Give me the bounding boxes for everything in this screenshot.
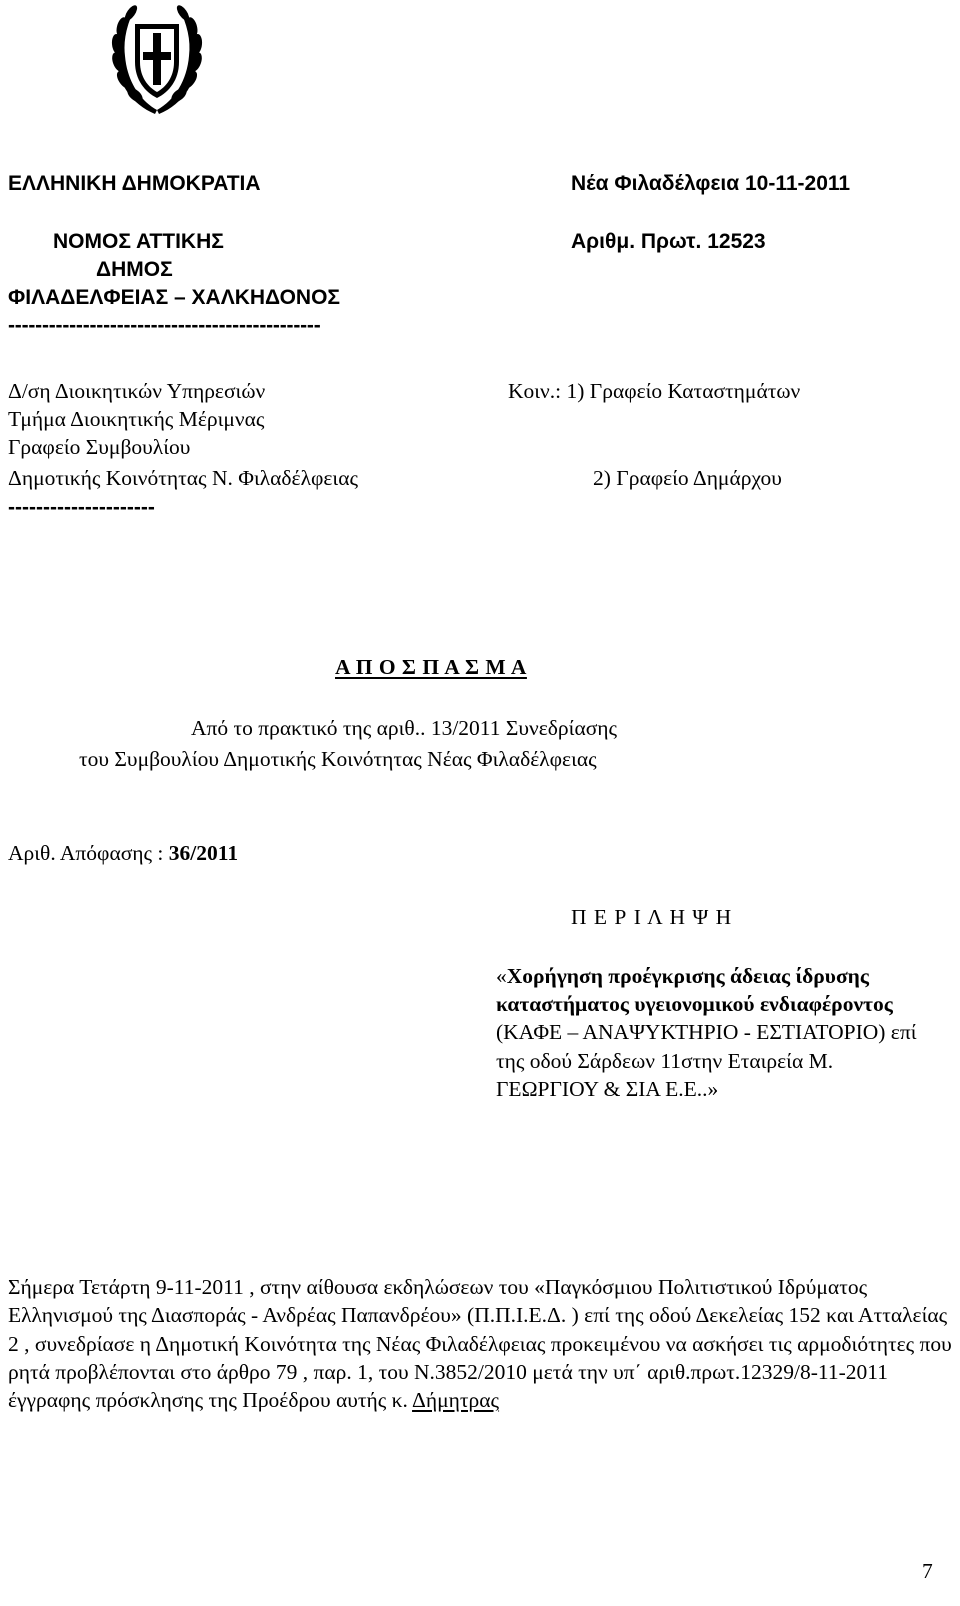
department-line-3: Γραφείο Συμβουλίου bbox=[8, 435, 191, 459]
decision-number bbox=[8, 841, 238, 866]
summary-bold-text: Χορήγηση προέγκρισης άδειας ίδρυσης καταστήματος υγειονομικού ενδιαφέροντος bbox=[496, 964, 893, 1017]
extract-line-2: του Συμβουλίου Δημοτικής Κοινότητας Νέας Φιλαδέλφειας bbox=[79, 747, 597, 771]
department-line-2: Τμήμα Διοικητικής Μέριμνας bbox=[8, 407, 265, 431]
summary-title: Π Ε Ρ Ι Λ Η Ψ Η bbox=[571, 905, 733, 929]
department-line-4: Δημοτικής Κοινότητας Ν. Φιλαδέλφειας bbox=[8, 466, 358, 490]
cc-line-1: Κοιν.: 1) Γραφείο Καταστημάτων bbox=[508, 379, 801, 403]
summary-paragraph bbox=[496, 962, 936, 1103]
body-text: Σήμερα Τετάρτη 9-11-2011 , στην αίθουσα εκδηλώσεων του «Παγκόσμιου Πολιτιστικού Ιδρύματος Ελληνισμού της Διασποράς - Ανδρέας Παπανδρέου» (Π.Π.Ι.Ε.Δ. ) επί της οδού Δεκελείας 152 και Ατταλείας 2 , συνεδρίασε η Δημοτική Κοινότητα της Νέας Φιλαδέλφειας προκειμένου να ασκήσει τις αρμοδιότητες που ρητά προβλέπονται στο άρθρο 79 , παρ. 1, του Ν.3852/2010 μετά την υπ΄ αριθ.πρωτ.12329/8-11-2011 έγγραφης πρόσκλησης της Προέδρου αυτής κ. bbox=[8, 1275, 952, 1413]
summary-quote-open: « bbox=[496, 964, 507, 988]
municipality-name: ΦΙΛΑΔΕΛΦΕΙΑΣ – ΧΑΛΚΗΔΟΝΟΣ bbox=[8, 286, 341, 309]
protocol-number: Αριθμ. Πρωτ. 12523 bbox=[571, 230, 766, 253]
decision-label: Αριθ. Απόφασης : bbox=[8, 841, 169, 865]
summary-rest-text: (ΚΑΦΕ – ΑΝΑΨΥΚΤΗΡΙΟ - ΕΣΤΙΑΤΟΡΙΟ) επί της οδού Σάρδεων 11στην Εταιρεία Μ. ΓΕΩΡΓΙΟΥ & ΣΙΑ Ε.Ε..» bbox=[496, 1020, 917, 1101]
cc-line-2: 2) Γραφείο Δημάρχου bbox=[593, 466, 782, 490]
decision-value: 36/2011 bbox=[168, 841, 239, 865]
body-underlined-name: Δήμητρας bbox=[412, 1388, 500, 1413]
header-separator: ---------------------------------------------- bbox=[8, 314, 321, 337]
extract-title: Α Π Ο Σ Π Α Σ Μ Α bbox=[335, 655, 527, 679]
department-separator: --------------------- bbox=[8, 496, 155, 519]
prefecture-heading: ΝΟΜΟΣ ΑΤΤΙΚΗΣ bbox=[53, 230, 224, 253]
extract-line-1: Από το πρακτικό της αριθ.. 13/2011 Συνεδρίασης bbox=[191, 716, 618, 740]
place-date: Νέα Φιλαδέλφεια 10-11-2011 bbox=[571, 172, 851, 195]
greek-emblem-icon bbox=[109, 0, 205, 118]
municipality-heading: ΔΗΜΟΣ bbox=[96, 258, 173, 281]
body-paragraph bbox=[8, 1273, 953, 1414]
page-number: 7 bbox=[922, 1559, 933, 1583]
republic-heading: ΕΛΛΗΝΙΚΗ ΔΗΜΟΚΡΑΤΙΑ bbox=[8, 172, 261, 195]
department-line-1: Δ/ση Διοικητικών Υπηρεσιών bbox=[8, 379, 266, 403]
